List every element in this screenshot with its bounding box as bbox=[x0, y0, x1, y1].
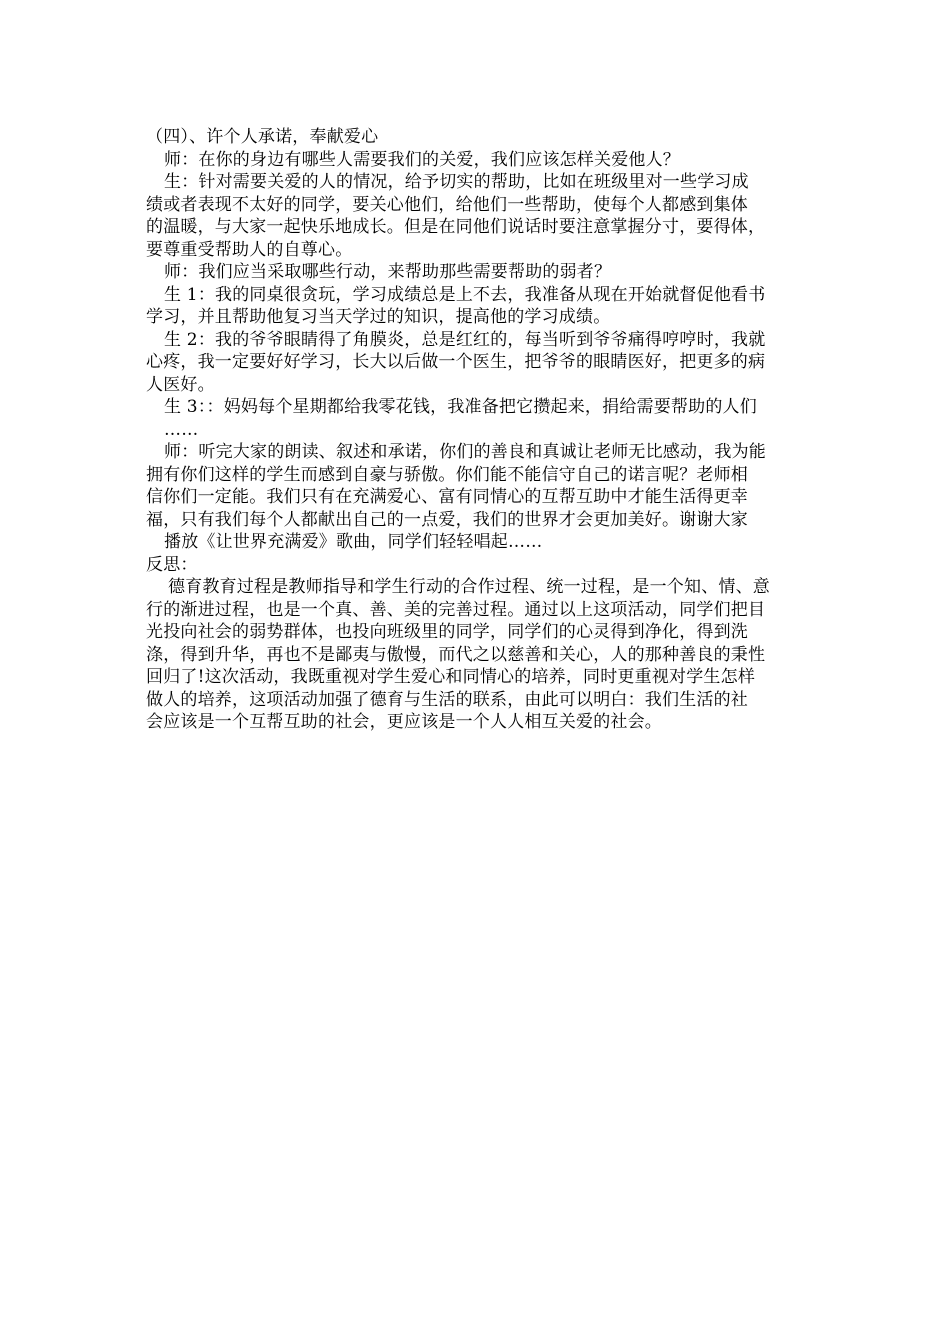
document-page bbox=[146, 126, 810, 734]
text-line: 做人的培养，这项活动加强了德育与生活的联系，由此可以明白：我们生活的社 bbox=[146, 689, 748, 710]
text-line: …… bbox=[164, 419, 199, 440]
section-heading: （四）、许个人承诺，奉献爱心 bbox=[146, 127, 379, 147]
text-line: 师：在你的身边有哪些人需要我们的关爱，我们应该怎样关爱他人？ bbox=[164, 149, 680, 170]
text-line: 的温暖，与大家一起快乐地成长。但是在同他们说话时要注意掌握分寸，要得体， bbox=[146, 217, 766, 237]
text-line: 师：听完大家的朗读、叙述和承诺，你们的善良和真诚让老师无比感动，我为能 bbox=[164, 442, 766, 462]
text-line: 涤，得到升华，再也不是鄙夷与傲慢，而代之以慈善和关心，人的那种善良的秉性 bbox=[146, 644, 766, 665]
text-line: 生 1：我的同桌很贪玩，学习成绩总是上不去，我准备从现在开始就督促他看书 bbox=[164, 284, 766, 305]
text-line: 生：针对需要关爱的人的情况，给予切实的帮助，比如在班级里对一些学习成 bbox=[164, 172, 749, 192]
text-line: 师：我们应当采取哪些行动，来帮助那些需要帮助的弱者？ bbox=[164, 262, 612, 282]
text-line: 生 2：我的爷爷眼睛得了角膜炎，总是红红的，每当听到爷爷痛得哼哼时，我就 bbox=[164, 329, 766, 350]
text-line: 拥有你们这样的学生而感到自豪与骄傲。你们能不能信守自己的诺言呢？老师相 bbox=[146, 464, 748, 485]
text-line: 心疼，我一定要好好学习，长大以后做一个医生，把爷爷的眼睛医好，把更多的病 bbox=[146, 352, 766, 372]
text-line: 行的渐进过程，也是一个真、善、美的完善过程。通过以上这项活动，同学们把目 bbox=[146, 599, 766, 620]
reflection-heading: 反思： bbox=[146, 554, 198, 575]
text-line: 光投向社会的弱势群体，也投向班级里的同学，同学们的心灵得到净化，得到洗 bbox=[146, 622, 748, 642]
text-line: 德育教育过程是教师指导和学生行动的合作过程、统一过程，是一个知、情、意 bbox=[168, 577, 770, 597]
text-line: 播放《让世界充满爱》歌曲，同学们轻轻唱起…… bbox=[164, 532, 543, 552]
text-line: 福，只有我们每个人都献出自己的一点爱，我们的世界才会更加美好。谢谢大家 bbox=[146, 509, 748, 530]
text-line: 绩或者表现不太好的同学，要关心他们，给他们一些帮助，使每个人都感到集体 bbox=[146, 194, 748, 215]
text-line: 回归了!这次活动，我既重视对学生爱心和同情心的培养，同时更重视对学生怎样 bbox=[146, 667, 756, 687]
text-line: 人医好。 bbox=[146, 374, 215, 395]
text-line: 要尊重受帮助人的自尊心。 bbox=[146, 239, 353, 260]
text-line: 信你们一定能。我们只有在充满爱心、富有同情心的互帮互助中才能生活得更幸 bbox=[146, 487, 748, 507]
text-line: 会应该是一个互帮互助的社会，更应该是一个人人相互关爱的社会。 bbox=[146, 712, 662, 732]
text-line: 学习，并且帮助他复习当天学过的知识，提高他的学习成绩。 bbox=[146, 307, 611, 327]
text-line: 生 3：：妈妈每个星期都给我零花钱，我准备把它攒起来，捐给需要帮助的人们 bbox=[164, 397, 757, 417]
